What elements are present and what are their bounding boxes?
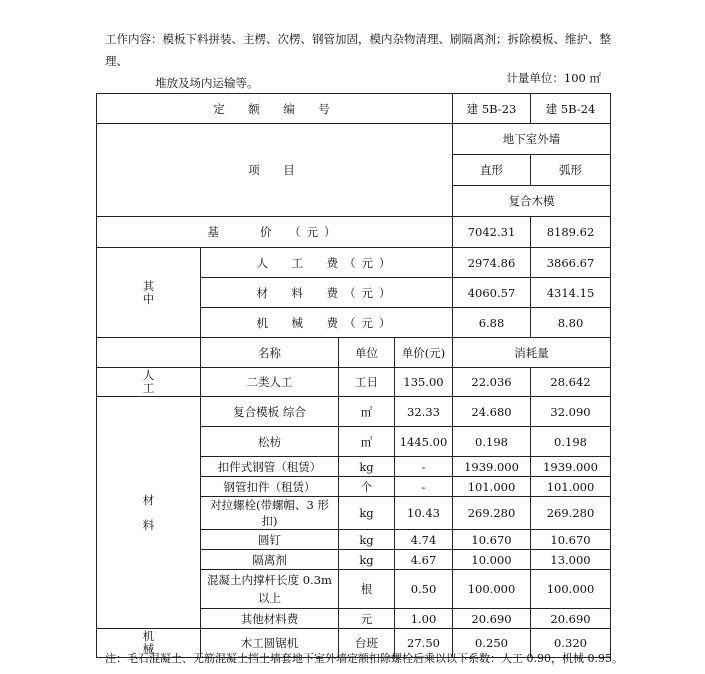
machine-group: 机 械 — [97, 629, 201, 658]
material-price: 4.74 — [395, 530, 453, 550]
labor-unit: 工日 — [339, 368, 395, 397]
material-v1: 101.000 — [453, 477, 531, 497]
among-label: 其 中 — [97, 248, 201, 338]
material-v2: 101.000 — [531, 477, 611, 497]
labor-v1: 22.036 — [453, 368, 531, 397]
material-v2: 13.000 — [531, 550, 611, 570]
among-value: 2974.86 — [453, 248, 531, 278]
material-v2: 100.000 — [531, 570, 611, 609]
material-name: 复合模板 综合 — [201, 397, 339, 427]
material-group: 材 料 — [97, 397, 201, 629]
material-unit: kg — [339, 530, 395, 550]
subtype-1: 直形 — [453, 155, 531, 186]
material-v2: 1939.000 — [531, 457, 611, 477]
among-value: 6.88 — [453, 308, 531, 338]
col-price: 单价(元) — [395, 338, 453, 368]
subtype-2: 弧形 — [531, 155, 611, 186]
category-row — [97, 124, 611, 155]
footnote: 注：毛石混凝土、无筋混凝土挡土墙套地下室外墙定额扣除螺栓后乘以以下系数：人工 0.90，机械 0.95。 — [105, 652, 623, 665]
work-line-1: 模板下料拼装、主楞、次楞、钢管加固，模内杂物清理、刷隔离剂；拆除模板、维护、整理、 — [105, 32, 611, 68]
labor-row — [97, 368, 611, 397]
quota-table — [96, 93, 611, 658]
among-value: 3866.67 — [531, 248, 611, 278]
material-name: 混凝土内撑杆长度 0.3m 以上 — [201, 570, 339, 609]
base-price-row — [97, 217, 611, 248]
measurement-unit: 计量单位：100 ㎡ — [506, 71, 601, 85]
col-consumption: 消耗量 — [453, 338, 611, 368]
col-unit: 单位 — [339, 338, 395, 368]
machine-v1: 0.250 — [453, 629, 531, 658]
labor-group: 人 工 — [97, 368, 201, 397]
machine-v2: 0.320 — [531, 629, 611, 658]
material-unit: ㎥ — [339, 427, 395, 457]
material-unit: kg — [339, 550, 395, 570]
col-name: 名称 — [201, 338, 339, 368]
quota-code-1: 建 5B-23 — [453, 94, 531, 124]
machine-unit: 台班 — [339, 629, 395, 658]
material-price: 10.43 — [395, 497, 453, 530]
material-price: 32.33 — [395, 397, 453, 427]
material-name: 对拉螺栓(带螺帽、3 形扣) — [201, 497, 339, 530]
material-name: 圆钉 — [201, 530, 339, 550]
material-unit: kg — [339, 457, 395, 477]
labor-name: 二类人工 — [201, 368, 339, 397]
material-unit: ㎡ — [339, 397, 395, 427]
material-v1: 24.680 — [453, 397, 531, 427]
material-name: 钢管扣件（租赁） — [201, 477, 339, 497]
among-label-material: 材 料 费（元） — [201, 278, 453, 308]
material-v2: 269.280 — [531, 497, 611, 530]
material-name: 隔离剂 — [201, 550, 339, 570]
material-v2: 10.670 — [531, 530, 611, 550]
material-price: 0.50 — [395, 570, 453, 609]
material-name: 松枋 — [201, 427, 339, 457]
material-price: 1445.00 — [395, 427, 453, 457]
material-price: 1.00 — [395, 609, 453, 629]
material-v2: 20.690 — [531, 609, 611, 629]
material-v1: 100.000 — [453, 570, 531, 609]
base-price-1: 7042.31 — [453, 217, 531, 248]
material-v1: 0.198 — [453, 427, 531, 457]
material-unit: kg — [339, 497, 395, 530]
among-value: 4060.57 — [453, 278, 531, 308]
work-label: 工作内容： — [105, 32, 163, 46]
among-value: 4314.15 — [531, 278, 611, 308]
material-unit: 根 — [339, 570, 395, 609]
quota-code-2: 建 5B-24 — [531, 94, 611, 124]
among-value: 8.80 — [531, 308, 611, 338]
labor-v2: 28.642 — [531, 368, 611, 397]
among-row — [97, 248, 611, 278]
among-label-labor: 人 工 费（元） — [201, 248, 453, 278]
material-price: - — [395, 477, 453, 497]
material-name: 扣件式钢管（租赁） — [201, 457, 339, 477]
blank-cell — [97, 338, 201, 368]
material-price: - — [395, 457, 453, 477]
material-price: 4.67 — [395, 550, 453, 570]
formwork-type: 复合木模 — [453, 186, 611, 217]
labor-price: 135.00 — [395, 368, 453, 397]
base-price-2: 8189.62 — [531, 217, 611, 248]
material-v1: 10.000 — [453, 550, 531, 570]
quota-no-label: 定 额 编 号 — [97, 94, 453, 124]
material-unit: 元 — [339, 609, 395, 629]
machine-name: 木工圆锯机 — [201, 629, 339, 658]
material-v1: 1939.000 — [453, 457, 531, 477]
material-v2: 0.198 — [531, 427, 611, 457]
material-v1: 20.690 — [453, 609, 531, 629]
material-unit: 个 — [339, 477, 395, 497]
column-header-row — [97, 338, 611, 368]
base-price-label: 基 价 （元） — [97, 217, 453, 248]
material-v1: 269.280 — [453, 497, 531, 530]
work-line-2: 堆放及场内运输等。 — [155, 76, 259, 90]
among-label-machine: 机 械 费（元） — [201, 308, 453, 338]
material-row — [97, 397, 611, 427]
quota-code-row — [97, 94, 611, 124]
material-v1: 10.670 — [453, 530, 531, 550]
material-name: 其他材料费 — [201, 609, 339, 629]
material-v2: 32.090 — [531, 397, 611, 427]
category: 地下室外墙 — [453, 124, 611, 155]
machine-price: 27.50 — [395, 629, 453, 658]
item-label: 项 目 — [97, 124, 453, 217]
